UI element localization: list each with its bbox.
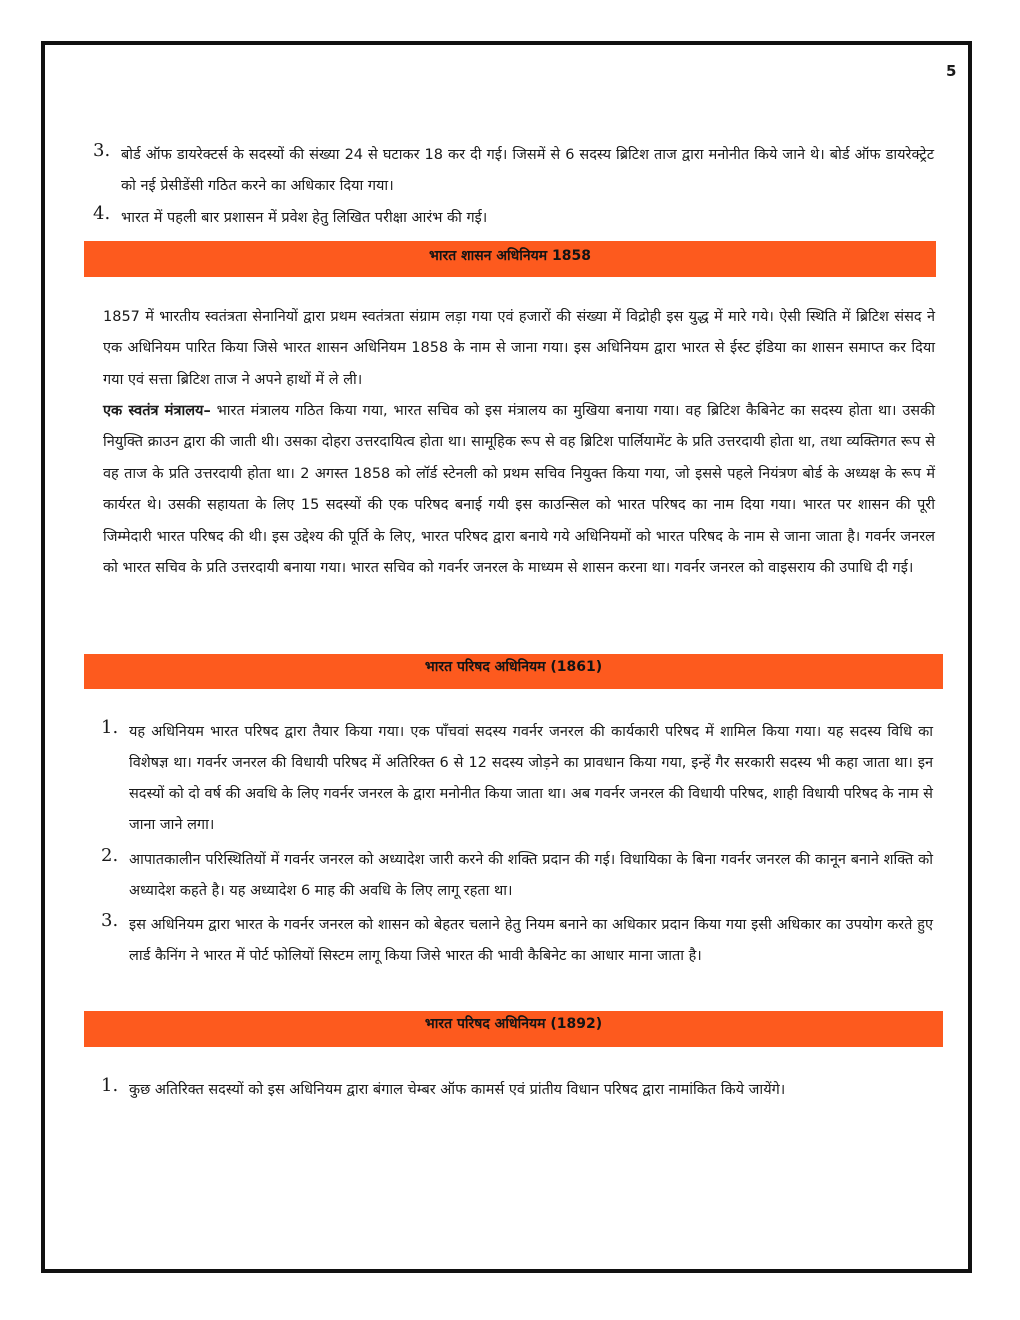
list-text: इस अधिनियम द्वारा भारत के गवर्नर जनरल को शासन को बेहतर चलाने हेतु नियम बनाने का अधिकार प्रदान किया गया इसी अधिकार का उपयोग करते हुए लार्ड कैनिंग ने भारत में पोर्ट फोलियों सिस्टम लागू किया जिसे भारत की भावी कैबिनेट का आधार माना जाता है। — [129, 917, 933, 964]
paragraph-body: भारत मंत्रालय गठित किया गया, भारत सचिव को इस मंत्रालय का मुखिया बनाया गया। वह ब्रिटिश कैबिनेट का सदस्य होता था। उसकी नियुक्ति क्राउन द्वारा की जाती थी। उसका दोहरा उत्तरदायित्व होता था। सामूहिक रूप से वह ब्रिटिश पार्लियामेंट के प्रति उत्तरदायी होता था, तथा व्यक्तिगत रूप से वह ताज के प्रति उत्तरदायी होता था। 2 अगस्त 1858 को लॉर्ड स्टेनली को प्रथम सचिव नियुक्त किया गया, जो इससे पहले नियंत्रण बोर्ड के अध्यक्ष के रूप में कार्यरत थे। उसकी सहायता के लिए 15 सदस्यों की एक परिषद बनाई गयी इस काउन्सिल को भारत परिषद का नाम दिया गया। भारत पर शासन की पूरी जिम्मेदारी भारत परिषद की थी। इस उद्देश्य की पूर्ति के लिए, भारत परिषद द्वारा बनाये गये अधिनियमों को भारत परिषद के नाम से जाना जाता है। गवर्नर जनरल को भारत सचिव के प्रति उत्तरदायी बनाया गया। भारत सचिव को गवर्नर जनरल के माध्यम से शासन करना था। गवर्नर जनरल को वाइसराय की उपाधि दी गई। — [103, 403, 935, 577]
list-text: यह अधिनियम भारत परिषद द्वारा तैयार किया गया। एक पाँचवां सदस्य गवर्नर जनरल की कार्यकारी परिषद में शामिल किया गया। यह सदस्य विधि का विशेषज्ञ था। गवर्नर जनरल की विधायी परिषद में अतिरिक्त 6 से 12 सदस्य जोड़ने का प्रावधान किया गया, इन्हें गैर सरकारी सदस्य भी कहा जाता था। इन सदस्यों को दो वर्ष की अवधि के लिए गवर्नर जनरल के द्वारा मनोनीत किया जाता था। अब गवर्नर जनरल की विधायी परिषद, शाही विधायी परिषद के नाम से जाना जाने लगा। — [129, 724, 933, 833]
paragraph-lead: एक स्वतंत्र मंत्रालय– — [103, 403, 211, 419]
paragraph-1858-intro: 1857 में भारतीय स्वतंत्रता सेनानियों द्वारा प्रथम स्वतंत्रता संग्राम लड़ा गया एवं हजारों की संख्या में विद्रोही इस युद्ध में मारे गये। ऐसी स्थिति में ब्रिटिश संसद ने एक अधिनियम पारित किया जिसे भारत शासन अधिनियम 1858 के नाम से जाना गया। इस अधिनियम द्वारा भारत से ईस्ट इंडिया का शासन समाप्त कर दिया गया एवं सत्ता ब्रिटिश ताज ने अपने हाथों में ले ली। — [103, 309, 935, 388]
list-number: 3. — [101, 910, 119, 931]
list-number: 1. — [101, 717, 119, 738]
list-item — [101, 910, 935, 972]
list-number: 3. — [93, 140, 111, 161]
list-number: 4. — [93, 203, 111, 224]
list-item — [93, 140, 935, 202]
list-text: भारत में पहली बार प्रशासन में प्रवेश हेतु लिखित परीक्षा आरंभ की गई। — [121, 210, 488, 226]
list-item — [101, 845, 935, 907]
list-number: 2. — [101, 845, 119, 866]
page-number: 5 — [946, 62, 957, 80]
list-text: कुछ अतिरिक्त सदस्यों को इस अधिनियम द्वारा बंगाल चेम्बर ऑफ कामर्स एवं प्रांतीय विधान परिषद द्वारा नामांकित किये जायेंगे। — [129, 1082, 786, 1098]
section-heading-1858: भारत शासन अधिनियम 1858 — [84, 241, 936, 277]
list-item — [101, 1075, 935, 1106]
paragraph-ministry — [103, 396, 935, 584]
list-text: बोर्ड ऑफ डायरेक्टर्स के सदस्यों की संख्या 24 से घटाकर 18 कर दी गई। जिसमें से 6 सदस्य ब्रिटिश ताज द्वारा मनोनीत किये जाने थे। बोर्ड ऑफ डायरेक्ट्रेट को नई प्रेसीडेंसी गठित करने का अधिकार दिया गया। — [121, 147, 934, 194]
list-item — [93, 203, 935, 234]
section-heading-1892: भारत परिषद अधिनियम (1892) — [84, 1011, 943, 1047]
section-heading-1861: भारत परिषद अधिनियम (1861) — [84, 654, 943, 689]
list-item — [101, 717, 935, 841]
list-text: आपातकालीन परिस्थितियों में गवर्नर जनरल को अध्यादेश जारी करने की शक्ति प्रदान की गई। विधायिका के बिना गवर्नर जनरल की कानून बनाने शक्ति को अध्यादेश कहते है। यह अध्यादेश 6 माह की अवधि के लिए लागू रहता था। — [129, 852, 933, 899]
list-number: 1. — [101, 1075, 119, 1096]
